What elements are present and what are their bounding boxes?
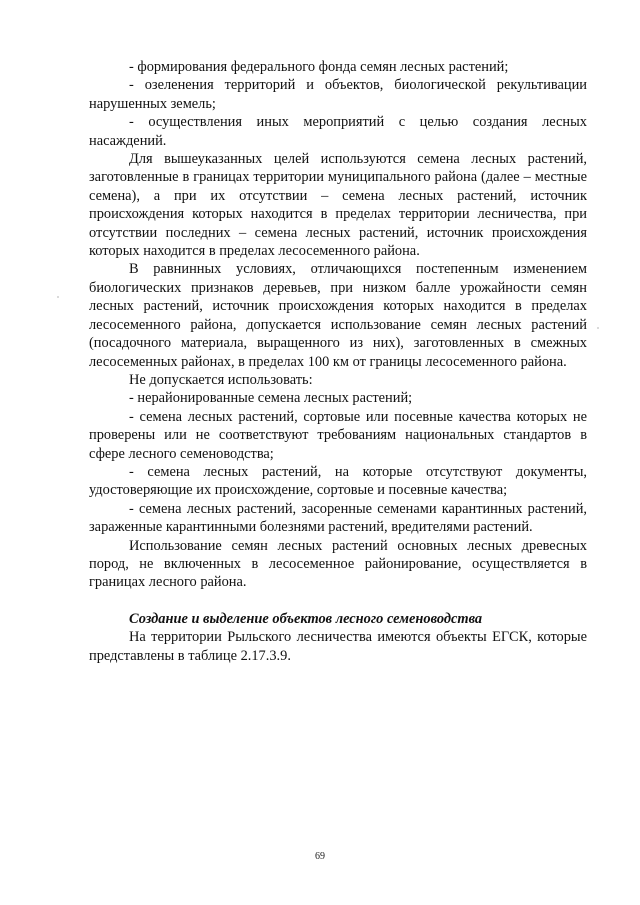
paragraph-7: - нерайонированные семена лесных растений;	[129, 390, 413, 407]
body-text	[89, 58, 587, 665]
paragraph-4: Для вышеуказанных целей используются семена лесных растений, заготовленные в границах территории муниципального района (далее – местные семена), а при их отсутствии – семена лесных растений, источник происхождения которых находится в пределах территории лесничества, при отсутствии последних – семена лесных растений, источник происхождения которых находится в пределах лесосеменного района.	[89, 151, 587, 260]
scan-speck	[57, 296, 59, 298]
paragraph-6: Не допускается использовать:	[129, 371, 313, 388]
section-paragraph: На территории Рыльского лесничества имеются объекты ЕГСК, которые представлены в таблице 2.17.3.9.	[89, 629, 587, 664]
page-number: 69	[315, 851, 325, 862]
paragraph-1: - формирования федерального фонда семян лесных растений;	[129, 59, 509, 75]
scan-speck	[597, 327, 599, 329]
paragraph-11: Использование семян лесных растений основных лесных древесных пород, не включенных в лесосеменное районирование, осуществляется в границах лесного района.	[89, 537, 587, 591]
paragraph-3: - осуществления иных мероприятий с целью создания лесных насаждений.	[89, 114, 587, 149]
section-heading: Создание и выделение объектов лесного семеноводства	[129, 610, 483, 627]
paragraph-9: - семена лесных растений, на которые отсутствуют документы, удостоверяющие их происхождение, сортовые и посевные качества;	[89, 463, 587, 499]
paragraph-2: - озеленения территорий и объектов, биологической рекультивации нарушенных земель;	[89, 77, 587, 112]
paragraph-8: - семена лесных растений, сортовые или посевные качества которых не проверены или не соответствуют требованиям национальных стандартов в сфере лесного семеноводства;	[89, 408, 587, 462]
paragraph-10: - семена лесных растений, засоренные семенами карантинных растений, зараженные карантинными болезнями растений, вредителями растений.	[89, 500, 587, 536]
paragraph-5: В равнинных условиях, отличающихся постепенным изменением биологических признаков деревьев, при низком балле урожайности семян лесных растений, источник происхождения которых находится в пределах лесосеменного района, допускается использование семян лесных растений (посадочного материала, выращенного из них), заготовленных в смежных лесосеменных районах, в пределах 100 км от границы лесосеменного района.	[89, 261, 587, 370]
